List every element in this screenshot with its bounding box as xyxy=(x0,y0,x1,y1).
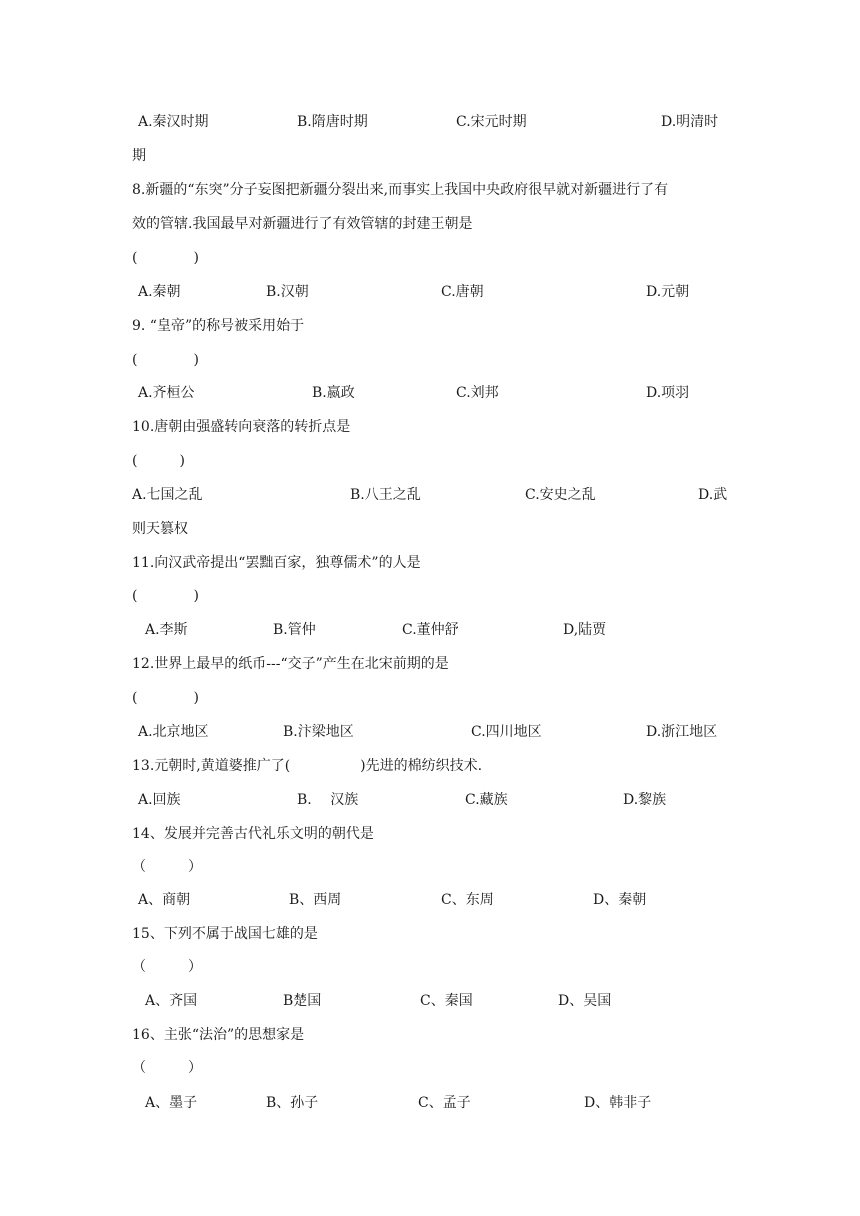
q11-option-b: B.管仲 xyxy=(273,622,316,638)
q16-option-a: A、墨子 xyxy=(145,1095,198,1111)
q11-option-d: D,陆贾 xyxy=(563,622,607,638)
q16-option-d: D、韩非子 xyxy=(584,1095,652,1111)
q8-stem-line1: 8.新疆的“东突”分子妄图把新疆分裂出来,而事实上我国中央政府很早就对新疆进行了有 xyxy=(132,182,669,198)
q15-answer-paren: （ ） xyxy=(132,959,202,975)
q7-option-b: B.隋唐时期 xyxy=(297,114,368,130)
q12-option-d: D.浙江地区 xyxy=(646,724,718,740)
q15-option-a: A、齐国 xyxy=(145,993,198,1009)
q8-option-d: D.元朝 xyxy=(646,284,690,300)
q12-option-b: B.汴梁地区 xyxy=(283,724,354,740)
q8-stem-line2: 效的管辖.我国最早对新疆进行了有效管辖的封建王朝是 xyxy=(132,216,473,232)
q13-option-d: D.黎族 xyxy=(623,792,667,808)
q14-option-d: D、秦朝 xyxy=(593,892,647,908)
q12-stem: 12.世界上最早的纸币---“交子”产生在北宋前期的是 xyxy=(132,656,449,672)
q7-option-a: A.秦汉时期 xyxy=(138,114,209,130)
q14-option-c: C、东周 xyxy=(441,892,494,908)
q14-answer-paren: （ ） xyxy=(132,859,202,875)
q15-stem: 15、下列不属于战国七雄的是 xyxy=(132,926,318,942)
q15-option-d: D、吴国 xyxy=(558,993,612,1009)
q9-stem: 9. “皇帝”的称号被采用始于 xyxy=(132,318,305,334)
q11-option-a: A.李斯 xyxy=(145,622,188,638)
q10-option-a: A.七国之乱 xyxy=(132,487,203,503)
q12-option-a: A.北京地区 xyxy=(138,724,209,740)
q10-stem: 10.唐朝由强盛转向衰落的转折点是 xyxy=(132,419,351,435)
q10-option-d: D.武 xyxy=(698,487,728,503)
q9-option-b: B.嬴政 xyxy=(312,385,355,401)
q10-option-c: C.安史之乱 xyxy=(525,487,596,503)
q14-option-b: B、西周 xyxy=(289,892,342,908)
q8-answer-paren: ( ) xyxy=(132,250,199,266)
q16-stem: 16、主张“法治”的思想家是 xyxy=(132,1027,305,1043)
q9-option-a: A.齐桓公 xyxy=(138,385,195,401)
q11-option-c: C.董仲舒 xyxy=(402,622,459,638)
q11-stem: 11.向汉武帝提出“罢黜百家，独尊儒术”的人是 xyxy=(132,555,421,571)
q10-answer-paren: ( ) xyxy=(132,453,185,469)
q9-answer-paren: ( ) xyxy=(132,352,199,368)
q9-option-c: C.刘邦 xyxy=(456,385,499,401)
q7-option-d-wrap: 期 xyxy=(132,148,146,164)
q8-option-a: A.秦朝 xyxy=(138,284,181,300)
q15-option-b: B楚国 xyxy=(283,993,322,1009)
q16-option-c: C、孟子 xyxy=(418,1095,471,1111)
q10-option-b: B.八王之乱 xyxy=(350,487,421,503)
q8-option-c: C.唐朝 xyxy=(441,284,484,300)
q10-option-d-wrap: 则天篡权 xyxy=(132,521,188,537)
q8-option-b: B.汉朝 xyxy=(266,284,309,300)
q11-answer-paren: ( ) xyxy=(132,588,199,604)
q7-option-d: D.明清时 xyxy=(661,114,719,130)
q16-option-b: B、孙子 xyxy=(266,1095,319,1111)
q14-stem: 14、发展并完善古代礼乐文明的朝代是 xyxy=(132,826,374,842)
q9-option-d: D.项羽 xyxy=(646,385,690,401)
q13-stem: 13.元朝时,黄道婆推广了( )先进的棉纺织技术. xyxy=(132,758,483,774)
q13-option-a: A.回族 xyxy=(138,792,181,808)
q7-option-c: C.宋元时期 xyxy=(456,114,527,130)
q12-answer-paren: ( ) xyxy=(132,690,199,706)
q12-option-c: C.四川地区 xyxy=(471,724,542,740)
q13-option-b: B. 汉族 xyxy=(297,792,359,808)
q15-option-c: C、秦国 xyxy=(420,993,473,1009)
q13-option-c: C.藏族 xyxy=(465,792,508,808)
q14-option-a: A、商朝 xyxy=(138,892,191,908)
q16-answer-paren: （ ） xyxy=(132,1060,202,1076)
